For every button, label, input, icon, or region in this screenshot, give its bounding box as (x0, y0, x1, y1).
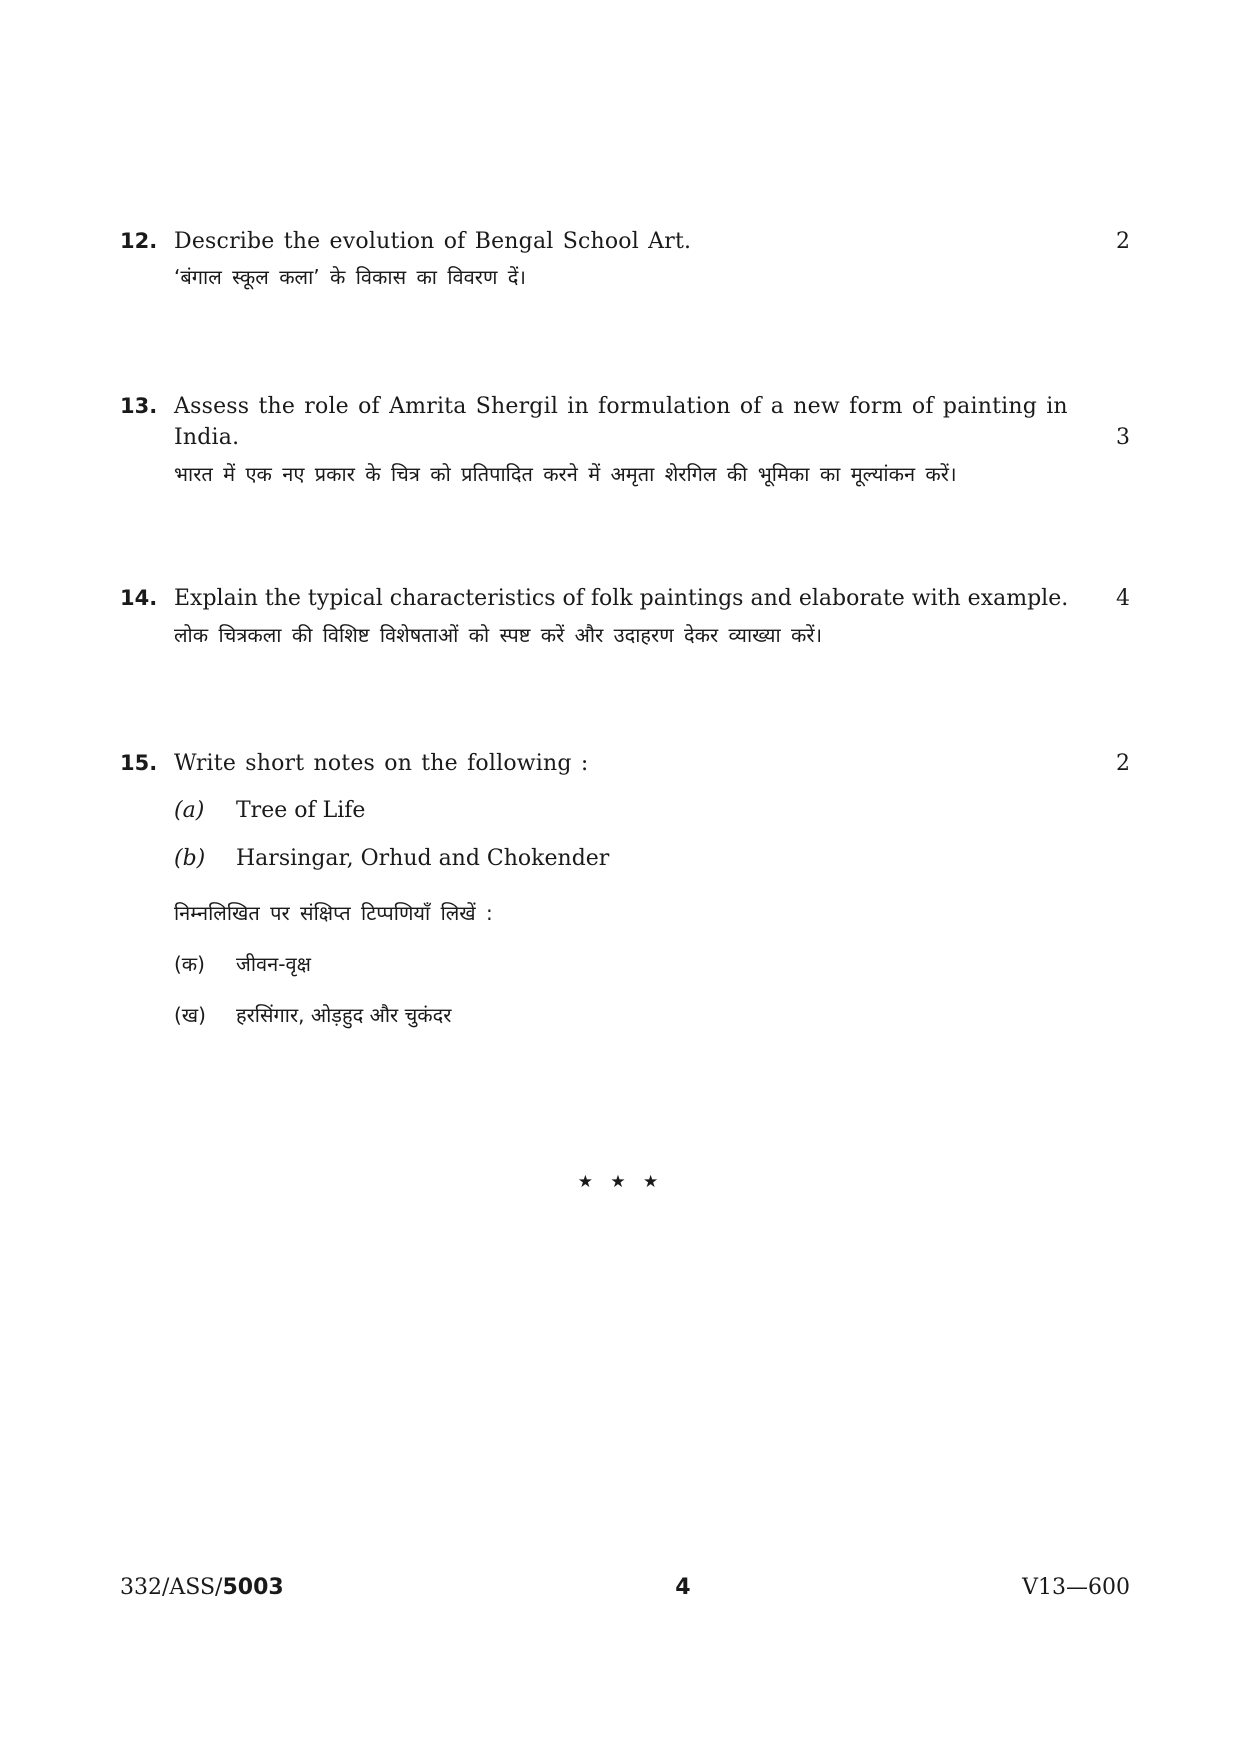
question-text-hindi: ‘बंगाल स्कूल कला’ के विकास का विवरण दें। (174, 265, 526, 289)
question-text-line-2: India. (174, 425, 240, 450)
question-15 (120, 748, 1130, 1031)
question-marks: 3 (1116, 425, 1130, 450)
end-of-paper-stars: ★ ★ ★ (577, 1172, 665, 1192)
sub-part-kha (174, 1000, 1130, 1031)
question-number: 14. (120, 586, 158, 610)
question-text: Write short notes on the following : (174, 751, 589, 776)
sub-part-text: Tree of Life (236, 798, 366, 823)
question-text: Describe the evolution of Bengal School Art. (174, 229, 692, 254)
question-marks: 2 (1116, 229, 1130, 254)
question-marks: 2 (1116, 751, 1130, 776)
sub-part-a (174, 795, 1130, 826)
question-number: 13. (120, 394, 158, 418)
question-13 (120, 391, 1130, 490)
sub-part-text-hindi: हरसिंगार, ओड़हुद और चुकंदर (236, 1003, 452, 1027)
sub-part-ka (174, 949, 1130, 980)
question-text-hindi: भारत में एक नए प्रकार के चित्र को प्रतिपादित करने में अमृता शेरगिल की भूमिका का मूल्यांकन करें। (174, 462, 957, 486)
sub-part-label: (b) (174, 846, 206, 871)
sub-part-label-hindi: (क) (174, 952, 205, 976)
paper-code (120, 1575, 284, 1600)
question-number: 12. (120, 229, 158, 253)
question-12 (120, 226, 1130, 293)
page-number: 4 (675, 1575, 691, 1600)
question-marks: 4 (1116, 586, 1130, 611)
sub-part-label-hindi: (ख) (174, 1003, 206, 1027)
sub-part-b (174, 843, 1130, 874)
question-text-line-1: Assess the role of Amrita Shergil in formulation of a new form of painting in (174, 394, 1068, 419)
version-code: V13—600 (1022, 1575, 1130, 1600)
sub-part-text: Harsingar, Orhud and Chokender (236, 846, 610, 871)
question-text-hindi: लोक चित्रकला की विशिष्ट विशेषताओं को स्पष्ट करें और उदाहरण देकर व्याख्या करें। (174, 623, 823, 647)
question-text-hindi: निम्नलिखित पर संक्षिप्त टिप्पणियाँ लिखें : (174, 901, 493, 925)
paper-code-prefix: 332/ASS/ (120, 1575, 223, 1600)
question-number: 15. (120, 751, 158, 775)
page-footer (120, 1575, 1130, 1600)
sub-part-label: (a) (174, 798, 205, 823)
question-text: Explain the typical characteristics of folk paintings and elaborate with example. (174, 586, 1069, 611)
sub-part-text-hindi: जीवन-वृक्ष (236, 952, 311, 976)
question-14 (120, 583, 1130, 651)
paper-code-number: 5003 (222, 1575, 284, 1600)
